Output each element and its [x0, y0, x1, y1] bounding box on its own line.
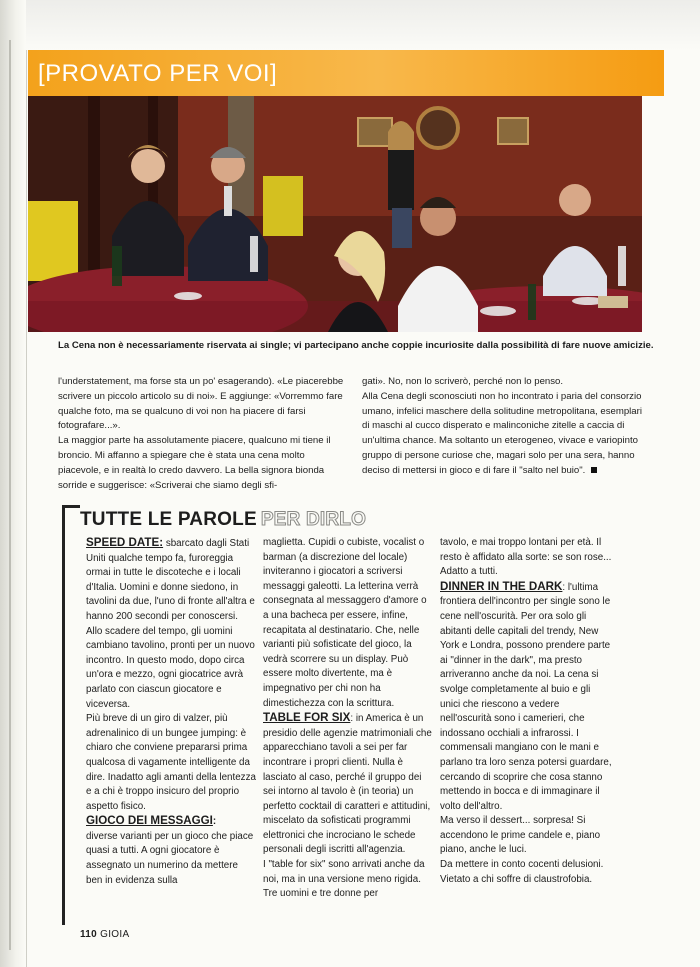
speed-date-text-2: Più breve di un giro di valzer, più adrenalinico di un bungee jumping: è chiaro che conviene prepararsi prima qualcosa di vagamente intelligente da dire. Inadatto agli amanti della lentezza e a chi è troppo insicuro del proprio aspetto fisico.: [86, 713, 256, 812]
speed-date-text: sbarcato dagli Stati Uniti qualche tempo fa, furoreggia ormai in tutte le discoteche e i locali d'Italia. Uomini e donne siedono, in tavolini da due, l'uno di fronte all'altra e hanno 200 secondi per conoscersi. Allo scadere del tempo, gli uomini cambiano tavolino, pronti per un nuovo incontro. In questo modo, dopo circa un'ora e mezzo, ogni giocatrice avrà parlato con ciascun giocatore e viceversa.: [86, 538, 255, 710]
page-footer: [80, 929, 129, 940]
end-mark-icon: [591, 467, 597, 473]
col3-text-2: Ma verso il dessert... sorpresa! Si accendono le prime candele e, piano piano, anche le luci.: [440, 815, 601, 856]
col3-text-3: Da mettere in conto cocenti delusioni. Vietato a chi soffre di claustrofobia.: [440, 859, 604, 885]
article-column-3: [440, 536, 612, 887]
article-column-1: SPEED DATE: sbarcato dagli Stati Uniti qualche tempo fa, furoreggia ormai in tutte le discoteche e i locali d'Italia. Uomini e donne siedono, in tavolini da due, l'uno di fronte all'altra e hanno 200 secondi per conoscersi. Allo scadere del tempo, gli uomini cambiano tavolino, pronti per un nuovo incontro. In questo modo, dopo circa un'ora e mezzo, ogni giocatrice avrà parlato con ciascun giocatore e viceversa. Più breve di un giro di valzer, più adrenalinico di un bungee jumping: è chiaro che conviene prepararsi prima qualcosa di vagamente intelligente da dire. Inadatto agli amanti della lentezza e a chi è troppo insicuro del proprio aspetto fisico. GIOCO DEI MESSAGGI: diverse varianti per un gioco che piace quasi a tutti. A ogni giocatore è assegnato un numerino da mettere ben in evidenza sulla: [86, 536, 256, 888]
section-title: [80, 509, 366, 531]
sidebar-rule-left: [62, 505, 65, 925]
col2-text-2: I "table for six" sono arrivati anche da noi, ma in una versione meno rigida. Tre uomini e tre donne per: [263, 859, 425, 900]
heading-dinner-in-the-dark: DINNER IN THE DARK: [440, 579, 563, 593]
intro-column-left: [58, 375, 346, 493]
photo-caption: La Cena non è necessariamente riservata ai single; vi partecipano anche coppie incuriosite dalla possibilità di fare nuove amicizie.: [58, 340, 654, 351]
gioco-text: diverse varianti per un gioco che piace quasi a tutti. A ogni giocatore è assegnato un numerino da mettere ben in evidenza sulla: [86, 830, 254, 886]
section-title-outline: PER DIRLO: [260, 509, 367, 530]
intro-text: Alla Cena degli sconosciuti non ho incontrato i paria del consorzio umano, infelici maschere della solitudine metropolitana, esemplari di maschi al cucco disperato e malinconiche zitelle a caccia di un'ultima chance. Ma soltanto un eterogeneo, vivace e variopinto gruppo di persone curiose che, magari solo per una sera, hanno deciso di mettersi in gioco e di fare il "salto nel buio".: [362, 390, 642, 476]
top-shadow: [26, 0, 700, 50]
heading-table-for-six: TABLE FOR SIX: [263, 711, 351, 725]
heading-speed-date: SPEED DATE:: [86, 536, 164, 549]
col2-text-1: maglietta. Cupidi o cubiste, vocalist o barman (a discrezione del locale) inviteranno i giocatori a scriversi messaggi galeotti. La letterina verrà consegnata al messaggero d'amore o a una bacheca per essere, infine, recapitata al destinatario. Che, nelle varianti più sofisticate del gioco, la vedrà scorrere su un display. Può essere molto divertente, ma è impegnativo per chi non ha dimestichezza con la scrittura.: [263, 537, 427, 709]
banner-title: [PROVATO PER VOI]: [38, 60, 278, 87]
intro-paragraph: La maggior parte ha assolutamente piacere, qualcuno mi tiene il broncio. Mi affanno a spiegare che è stata una cena molto piacevole, e in realtà lo credo davvero. La bella signora bionda sorride e suggerisce: «Scriverai che siamo degli sfi-: [58, 435, 331, 491]
sidebar-rule-top: [62, 505, 80, 508]
page-number: 110: [80, 929, 98, 940]
heading-gioco-dei-messaggi: GIOCO DEI MESSAGGI: [86, 814, 213, 828]
intro-paragraph: [362, 390, 646, 479]
dinner-photo: [28, 96, 642, 332]
article-column-2: [263, 536, 433, 902]
intro-paragraph: gati». No, non lo scriverò, perché non lo penso.: [362, 376, 564, 387]
table-for-six-text: : in America è un presidio delle agenzie matrimoniali che apparecchiano tavoli a sei per far incontrare i propri clienti. Nulla è lasciato al caso, perché il gruppo dei sei intorno al tavolo è (in teoria) un perfetto cocktail di caratteri e attitudini, miscelato da sofisticati programmi elettronici che incrociano le schede personali degli iscritti all'agenzia.: [263, 713, 432, 856]
binding-spine: [0, 0, 27, 967]
intro-column-right: [362, 375, 646, 479]
magazine-name: GIOIA: [100, 929, 130, 940]
section-title-text: TUTTE LE PAROLE: [80, 509, 257, 530]
intro-paragraph: l'understatement, ma forse sta un po' esagerando). «Le piacerebbe scrivere un piccolo articolo su di noi». E aggiunge: «Vorremmo fare qualche foto, ma se qualcuno di voi non ha piacere di farsi fotografare...».: [58, 376, 344, 432]
dinner-text: : l'ultima frontiera dell'incontro per single sono le cene nell'oscurità. Per ora solo gli abitanti delle capitali del trendy, New York e Londra, possono prendere parte ai "dinner in the dark", ma presto arriveranno anche da noi. La cena si svolge completamente al buio e gli unici che riescono a vedere nell'oscurità sono i camerieri, che indossano occhiali a infrarossi. I commensali mangiano con le mani e parlano tra loro senza potersi guardare, cercando di scoprire che cosa stanno mettendo in bocca e di immaginare il volto dell'altro.: [440, 581, 612, 812]
col3-text-1: tavolo, e mai troppo lontani per età. Il resto è affidato alla sorte: se son rose... Adatto a tutti.: [440, 537, 612, 578]
